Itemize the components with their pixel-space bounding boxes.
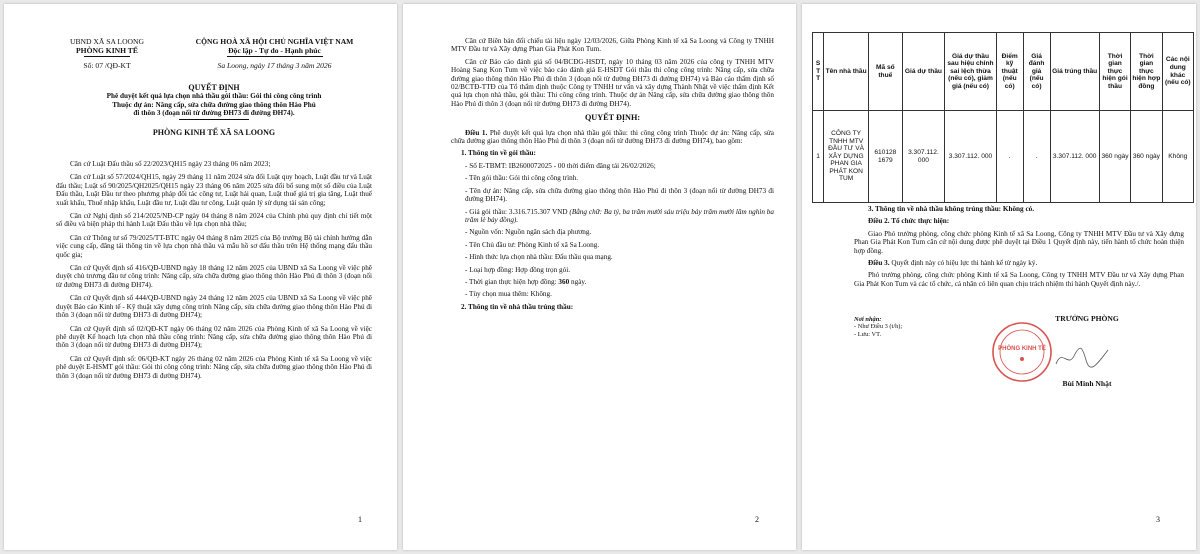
signature-icon [1052,342,1112,372]
package-price-words: (Bằng chữ: Ba tỷ, ba trăm mười sáu triệu bảy trăm mười lăm nghìn ba trăm lẻ bảy đồng). [465,207,774,224]
document-page-2 [403,4,796,550]
page-number: 3 [1156,515,1160,524]
section-3-heading: 3. Thông tin về nhà thầu không trúng thầu: Không có. [868,205,1035,213]
article-1 [451,129,774,146]
table-header-cell: Tên nhà thầu [824,33,869,111]
winning-bidder-table [812,32,1194,203]
article-3 [854,259,1184,267]
issuing-authority: PHÒNG KINH TẾ XÃ SA LOONG [152,127,276,137]
table-cell: . [1023,111,1050,203]
article-2-heading [854,217,1184,225]
table-cell: 360 ngày [1099,111,1130,203]
duration-unit: ngày. [569,277,587,286]
legal-basis: Căn cứ Luật Đấu thầu số 22/2023/QH15 ngày 23 tháng 06 năm 2023; [70,160,271,168]
package-item: - Nguồn vốn: Nguồn ngân sách địa phương. [465,228,592,237]
duration-value: 360 [558,277,570,286]
article-2-title: Tổ chức thực hiện: [889,217,950,226]
legal-basis: Căn cứ Quyết định số 416/QĐ-UBND ngày 18 tháng 12 năm 2025 của UBND xã Sa Loong về việc phê duyệt chủ trương đầu tư công trình: Nâng cấp, sửa chữa đường giao thông thôn Hào Phú đi thôn 3 (đoạn nối từ đường ĐH73 đi đường ĐH74). [56,264,372,289]
legal-basis: Căn cứ Quyết định số 02/QĐ-KT ngày 06 tháng 02 năm 2026 của Phòng Kinh tế xã Sa Loong về việc phê duyệt Kế hoạch lựa chọn nhà thầu công trình: Nâng cấp, sửa chữa đường giao thông thôn Hào Phú đi thôn 3 (đoạn nối từ đường ĐH73 đi đường ĐH74); [56,324,372,350]
legal-basis: Căn cứ Quyết định số: 06/QĐ-KT ngày 26 tháng 02 năm 2026 của Phòng Kinh tế xã Sa Loong về việc phê duyệt E-HSMT gói thầu: Gói thi công công trình: Nâng cấp, sửa chữa đường giao thông thôn Hào Phú đi thôn 3 (đoạn nối từ đường ĐH73 đi đường ĐH74). [56,354,372,380]
document-page-3 [802,4,1196,550]
package-item: - Hình thức lựa chọn nhà thầu: Đấu thầu qua mạng. [465,253,613,262]
section-1-heading: 1. Thông tin về gói thầu: [461,149,536,158]
package-item: - Số E-TBMT: IB2600072025 - 00 thời điểm đăng tải 26/02/2026; [465,161,656,170]
legal-basis: Căn cứ Quyết định số 444/QĐ-UBND ngày 24 tháng 12 năm 2025 của UBND xã Sa Loong về việc phê duyệt Báo cáo Kinh tế - Kỹ thuật xây dựng công trình Nâng cấp, sửa chữa đường giao thông thôn Hào Phú đi thôn 3 (đoạn nối từ đường ĐH73 đi đường ĐH74); [56,294,372,320]
recipient-item: - Như Điều 3 (t/h); [854,323,903,331]
table-cell: 610128 1679 [869,111,903,203]
recipients-label: Nơi nhận: [854,316,882,323]
page3-content [854,205,1184,292]
duration-label: - Thời gian thực hiện hợp đồng: [465,277,559,286]
package-item: - Tên dự án: Nâng cấp, sửa chữa đường giao thông thôn Hào Phú đi thôn 3 (đoạn nối từ đường ĐH73 đi đường ĐH74). [465,186,774,204]
table-header-cell: Giá trúng thầu [1050,33,1099,111]
office-name: PHÒNG KINH TẾ [76,46,138,55]
page-number: 1 [358,515,362,524]
article-1-label: Điều 1. [465,128,488,137]
package-item: - Loại hợp đồng: Hợp đồng trọn gói. [465,265,571,274]
table-header-cell: S T T [813,33,824,111]
legal-basis: Căn cứ Thông tư số 79/2025/TT-BTC ngày 04 tháng 8 năm 2025 của Bộ trưởng Bộ tài chính hướng dẫn việc cung cấp, đăng tải thông tin về lựa chọn nhà thầu và mẫu hồ sơ đấu thầu trên Hệ thống mạng đấu thầu quốc gia; [56,233,372,259]
header-rule [84,56,130,57]
document-number: Số: 07 /QĐ-KT [83,61,131,70]
article-1-text: Phê duyệt kết quả lựa chọn nhà thầu gói thầu: thi công công trình Thuộc dự án: Nâng cấp, sửa chữa đường giao thông thôn Hào Phú đi thôn 3 (đoạn nối từ đường ĐH73 đi đường ĐH74), bao gồm: [451,128,774,146]
article-2-text: Giao Phó trưởng phòng, công chức phòng Kinh tế xã Sa Loong, Công ty TNHH MTV Đầu tư và Xây dựng Phan Gia Phát Kon Tum căn cứ nội dung được phê duyệt tại Điều 1 Quyết định này, tiến hành tổ chức hoàn thiện hợp đồng. [854,229,1184,255]
motto-rule [227,56,323,57]
document-date: Sa Loong, ngày 17 tháng 3 năm 2026 [217,61,332,70]
package-price [465,208,774,225]
recipient-item: - Lưu: VT. [854,330,882,338]
agency-name: UBND XÃ SA LOONG [69,37,145,46]
table-header-cell: Điểm kỹ thuật (nếu có) [996,33,1023,111]
table-cell: 360 ngày [1131,111,1162,203]
table-cell: . [996,111,1023,203]
table-header-row [813,33,1194,111]
package-item: - Tùy chọn mua thêm: Không. [465,290,552,299]
document-page-1 [4,4,397,550]
document-header [52,37,387,70]
page2-content [451,37,774,315]
official-stamp-icon [990,320,1054,384]
table-cell: 1 [813,111,824,203]
subject-line-1: Phê duyệt kết quả lựa chọn nhà thầu gói thầu: Gói thi công công trình [106,92,322,101]
table-cell: CÔNG TY TNHH MTV ĐẦU TƯ VÀ XÂY DỰNG PHAN GIA PHÁT KON TUM [824,111,869,203]
recipients-block [854,316,902,338]
table-header-cell: Giá dự thầu [902,33,945,111]
basis-paragraph: Căn cứ Biên bản đối chiếu tài liệu ngày 12/03/2026, Giữa Phòng Kinh tế xã Sa Loong và Công ty TNHH MTV Đầu tư và Xây dựng Phan Gia Phát Kon Tum. [451,37,774,54]
signer-name: Bùi Minh Nhật [1062,379,1112,388]
basis-paragraph: Căn cứ Báo cáo đánh giá số 04/BCĐG-HSDT, ngày 10 tháng 03 năm 2026 của công ty TNHH MTV Hoàng Sang Kon Tum về việc báo cáo đánh giá E-HSDT Gói thầu thi công công trình: Nâng cấp, sửa chữa đường giao thông thôn Hào Phú đi thôn 3 (đoạn nối từ đường ĐH73 đi đường ĐH74) và Báo cáo thẩm định số 02/BCTĐ-TTĐ của Tổ thẩm định thuộc Công ty TNHH tư vấn và xây dựng Thành Nhật về việc thẩm định Kết quả lựa chọn nhà thầu, gói thầu: Thi công công trình. Thuộc dự án Nâng cấp, sửa chữa đường giao thông thôn Hào Phú đi thôn 3 (đoạn nối từ đường ĐH73 đi đường ĐH74). [451,57,774,108]
page-number: 2 [755,515,759,524]
subject-rule [179,119,249,120]
legal-bases [56,160,372,385]
article-3-label: Điều 3. [868,259,890,268]
subject-line-3: đi thôn 3 (đoạn nối từ đường ĐH73 đi đường ĐH74). [133,109,295,118]
signer-title: TRƯỞNG PHÒNG [1055,314,1119,323]
closing-paragraph: Phó trưởng phòng, công chức phòng Kinh tế xã Sa Loong, Công ty TNHH MTV Đầu tư và Xây dựng Phan Gia Phát Kon Tum và các tổ chức, cá nhân có liên quan chịu trách nhiệm thi hành Quyết định này./. [854,271,1184,288]
republic-title: CỘNG HOÀ XÃ HỘI CHỦ NGHĨA VIỆT NAM [195,37,354,46]
section-2-heading: 2. Thông tin về nhà thầu trúng thầu: [461,302,574,311]
table-cell: 3.307.112. 000 [945,111,997,203]
article-2-label: Điều 2. [868,217,890,226]
package-item: - Tên gói thầu: Gói thi công công trình. [465,174,579,183]
legal-basis: Căn cứ Luật số 57/2024/QH15, ngày 29 tháng 11 năm 2024 sửa đổi Luật quy hoạch, Luật đầu tư và Luật đấu thầu; Luật số 90/2025/QH2025/QH15 ngày 23 tháng 06 năm 2025 sửa đổi bổ sung một số điều của Luật Đấu thầu, Luật Đầu tư theo phương pháp đối tác công tư, Luật hải quan, Luật thuế giá trị gia tăng, Luật thuế xuất khẩu, Thuế nhập khẩu, Luật đầu tư, Luật đầu tư công, Luật quản lý sử dụng tài sản công; [56,173,372,207]
subject-line-2: Thuộc dự án: Nâng cấp, sửa chữa đường giao thông thôn Hào Phú [112,100,316,109]
table-header-cell: Giá đánh giá (nếu có) [1023,33,1050,111]
table-header-cell: Giá dự thầu sau hiệu chỉnh sai lệch thừa (nếu có), giảm giá (nếu có) [945,33,997,111]
package-item: - Tên Chủ đầu tư: Phòng Kinh tế xã Sa Loong. [465,240,600,249]
table-header-cell: Thời gian thực hiện gói thầu [1099,33,1130,111]
table-row [813,111,1194,203]
table-cell: 3.307.112. 000 [902,111,945,203]
table-cell: Không [1162,111,1193,203]
document-type: QUYẾT ĐỊNH [188,83,240,92]
table-header-cell: Thời gian thực hiện hợp đồng [1131,33,1162,111]
stamp-text: PHÒNG KINH TẾ [998,346,1046,352]
table-header-cell: Mã số thuế [869,33,903,111]
contract-duration [465,278,774,286]
decides-heading: QUYẾT ĐỊNH: [584,113,641,123]
article-3-text: Quyết định này có hiệu lực thi hành kể từ ngày ký. [889,259,1038,268]
package-price-value: - Giá gói thầu: 3.316.715.307 VND [465,207,570,216]
decision-heading [56,84,372,137]
table-header-cell: Các nội dung khác (nếu có) [1162,33,1193,111]
national-motto: Độc lập - Tự do - Hạnh phúc [228,46,321,55]
table-cell: 3.307.112. 000 [1050,111,1099,203]
legal-basis: Căn cứ Nghị định số 214/2025/NĐ-CP ngày 04 tháng 8 năm 2024 của Chính phủ quy định chi tiết một số điều và biện pháp thi hành Luật Đấu thầu về lựa chọn nhà thầu; [56,212,372,229]
